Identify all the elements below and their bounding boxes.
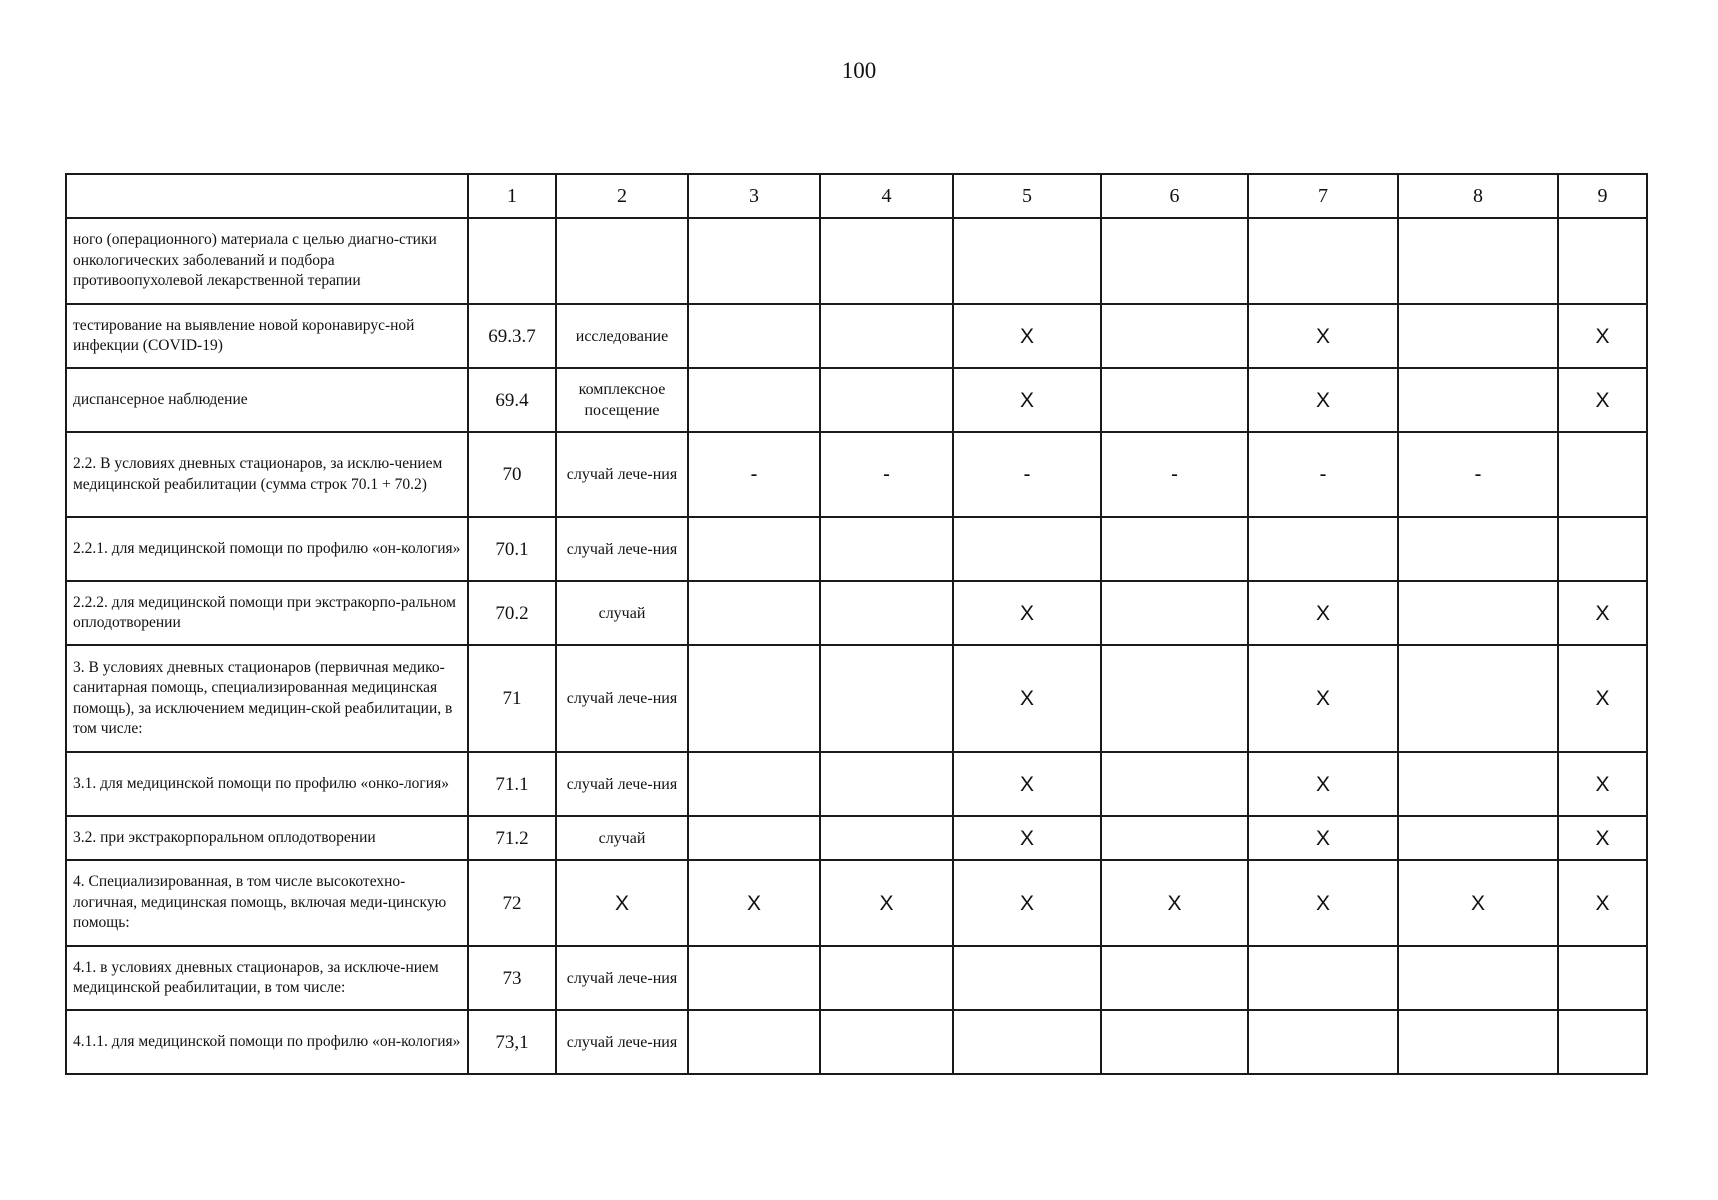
cell-col-5: X — [953, 581, 1101, 645]
row-name: 4.1. в условиях дневных стационаров, за исключе-нием медицинской реабилитации, в том числе: — [66, 946, 468, 1010]
cell-col-5 — [953, 946, 1101, 1010]
cell-col-6 — [1101, 304, 1248, 368]
table-row — [66, 946, 1647, 1010]
cell-col-5: X — [953, 752, 1101, 816]
cell-col-7: X — [1248, 645, 1398, 752]
cell-col-8 — [1398, 517, 1558, 581]
cell-col-9: X — [1558, 752, 1647, 816]
column-header-1: 1 — [468, 174, 556, 218]
cell-col-8 — [1398, 946, 1558, 1010]
column-header-4: 4 — [820, 174, 953, 218]
cell-col-3 — [688, 368, 820, 432]
cell-col-3 — [688, 581, 820, 645]
cell-col-9: X — [1558, 816, 1647, 860]
row-code: 73 — [468, 946, 556, 1010]
row-code: 69.3.7 — [468, 304, 556, 368]
cell-col-7: X — [1248, 368, 1398, 432]
cell-col-5 — [953, 517, 1101, 581]
row-name: 3.2. при экстракорпоральном оплодотворении — [66, 816, 468, 860]
cell-col-3 — [688, 218, 820, 304]
row-code: 71 — [468, 645, 556, 752]
row-name: 2.2.2. для медицинской помощи при экстракорпо-ральном оплодотворении — [66, 581, 468, 645]
column-header-9: 9 — [1558, 174, 1647, 218]
cell-col-9: X — [1558, 645, 1647, 752]
cell-col-3 — [688, 1010, 820, 1074]
cell-col-7: X — [1248, 860, 1398, 946]
data-table — [65, 173, 1648, 1075]
row-code: 71.1 — [468, 752, 556, 816]
page-number: 100 — [841, 58, 877, 83]
cell-col-8 — [1398, 1010, 1558, 1074]
cell-col-9 — [1558, 218, 1647, 304]
cell-col-4 — [820, 946, 953, 1010]
cell-col-6 — [1101, 645, 1248, 752]
cell-col-7: X — [1248, 752, 1398, 816]
cell-col-5: X — [953, 304, 1101, 368]
cell-col-4: - — [820, 432, 953, 517]
cell-col-7 — [1248, 517, 1398, 581]
column-header-5: 5 — [953, 174, 1101, 218]
cell-col-5 — [953, 218, 1101, 304]
cell-col-4 — [820, 368, 953, 432]
row-name: тестирование на выявление новой коронавирус-ной инфекции (COVID-19) — [66, 304, 468, 368]
cell-col-9: X — [1558, 860, 1647, 946]
row-unit: случай — [556, 816, 688, 860]
row-unit: случай — [556, 581, 688, 645]
cell-col-5: X — [953, 368, 1101, 432]
cell-col-7: - — [1248, 432, 1398, 517]
cell-col-8 — [1398, 645, 1558, 752]
table-row — [66, 752, 1647, 816]
cell-col-7: X — [1248, 581, 1398, 645]
cell-col-8 — [1398, 304, 1558, 368]
column-header-7: 7 — [1248, 174, 1398, 218]
row-name: 2.2.1. для медицинской помощи по профилю «он-кология» — [66, 517, 468, 581]
cell-col-8 — [1398, 218, 1558, 304]
cell-col-8 — [1398, 752, 1558, 816]
cell-col-9 — [1558, 432, 1647, 517]
cell-col-9: X — [1558, 304, 1647, 368]
column-header-8: 8 — [1398, 174, 1558, 218]
table-header-row — [66, 174, 1647, 218]
cell-col-7 — [1248, 218, 1398, 304]
cell-col-9: X — [1558, 581, 1647, 645]
table-row — [66, 1010, 1647, 1074]
cell-col-6 — [1101, 1010, 1248, 1074]
cell-col-7: X — [1248, 304, 1398, 368]
cell-col-3 — [688, 645, 820, 752]
row-name: 3.1. для медицинской помощи по профилю «онко-логия» — [66, 752, 468, 816]
cell-col-8 — [1398, 368, 1558, 432]
cell-col-5 — [953, 1010, 1101, 1074]
cell-col-6: - — [1101, 432, 1248, 517]
row-unit: комплексное посещение — [556, 368, 688, 432]
table-row — [66, 517, 1647, 581]
cell-col-7: X — [1248, 816, 1398, 860]
row-code: 70 — [468, 432, 556, 517]
cell-col-5: X — [953, 860, 1101, 946]
cell-col-3 — [688, 946, 820, 1010]
cell-col-6 — [1101, 581, 1248, 645]
cell-col-6: X — [1101, 860, 1248, 946]
row-name: 3. В условиях дневных стационаров (первичная медико-санитарная помощь, специализированная медицинская помощь), за исключением медицин-ской реабилитации, в том числе: — [66, 645, 468, 752]
row-name: 4.1.1. для медицинской помощи по профилю «он-кология» — [66, 1010, 468, 1074]
cell-col-3 — [688, 517, 820, 581]
table-row — [66, 860, 1647, 946]
cell-col-8 — [1398, 581, 1558, 645]
row-name: диспансерное наблюдение — [66, 368, 468, 432]
cell-col-4 — [820, 581, 953, 645]
cell-col-8: X — [1398, 860, 1558, 946]
cell-col-8 — [1398, 816, 1558, 860]
cell-col-3: - — [688, 432, 820, 517]
cell-col-6 — [1101, 218, 1248, 304]
cell-col-3 — [688, 304, 820, 368]
cell-col-6 — [1101, 946, 1248, 1010]
cell-col-3 — [688, 816, 820, 860]
column-header-6: 6 — [1101, 174, 1248, 218]
cell-col-3 — [688, 752, 820, 816]
row-code — [468, 218, 556, 304]
cell-col-5: X — [953, 816, 1101, 860]
row-unit: случай лече-ния — [556, 432, 688, 517]
row-unit — [556, 218, 688, 304]
cell-col-6 — [1101, 368, 1248, 432]
row-unit: случай лече-ния — [556, 946, 688, 1010]
cell-col-8: - — [1398, 432, 1558, 517]
table-row — [66, 581, 1647, 645]
cell-col-4 — [820, 752, 953, 816]
row-code: 71.2 — [468, 816, 556, 860]
cell-col-3: X — [688, 860, 820, 946]
cell-col-6 — [1101, 816, 1248, 860]
column-header-3: 3 — [688, 174, 820, 218]
cell-col-6 — [1101, 517, 1248, 581]
cell-col-4 — [820, 304, 953, 368]
column-header-name — [66, 174, 468, 218]
table-row — [66, 368, 1647, 432]
row-name: 2.2. В условиях дневных стационаров, за исклю-чением медицинской реабилитации (сумма строк 70.1 + 70.2) — [66, 432, 468, 517]
row-unit: X — [556, 860, 688, 946]
cell-col-5: - — [953, 432, 1101, 517]
row-code: 72 — [468, 860, 556, 946]
row-code: 70.2 — [468, 581, 556, 645]
cell-col-5: X — [953, 645, 1101, 752]
table-row — [66, 432, 1647, 517]
cell-col-6 — [1101, 752, 1248, 816]
cell-col-9 — [1558, 1010, 1647, 1074]
table-row — [66, 218, 1647, 304]
cell-col-9: X — [1558, 368, 1647, 432]
table-row — [66, 816, 1647, 860]
row-unit: случай лече-ния — [556, 517, 688, 581]
cell-col-7 — [1248, 946, 1398, 1010]
row-unit: исследование — [556, 304, 688, 368]
column-header-2: 2 — [556, 174, 688, 218]
table-row — [66, 645, 1647, 752]
cell-col-4 — [820, 517, 953, 581]
cell-col-7 — [1248, 1010, 1398, 1074]
row-name: 4. Специализированная, в том числе высокотехно-логичная, медицинская помощь, включая меди-цинскую помощь: — [66, 860, 468, 946]
row-unit: случай лече-ния — [556, 1010, 688, 1074]
cell-col-9 — [1558, 946, 1647, 1010]
row-unit: случай лече-ния — [556, 752, 688, 816]
row-code: 69.4 — [468, 368, 556, 432]
cell-col-4: X — [820, 860, 953, 946]
cell-col-4 — [820, 816, 953, 860]
row-code: 73,1 — [468, 1010, 556, 1074]
cell-col-4 — [820, 1010, 953, 1074]
table-row — [66, 304, 1647, 368]
cell-col-4 — [820, 645, 953, 752]
row-code: 70.1 — [468, 517, 556, 581]
cell-col-4 — [820, 218, 953, 304]
cell-col-9 — [1558, 517, 1647, 581]
row-name: ного (операционного) материала с целью диагно-стики онкологических заболеваний и подбора противоопухолевой лекарственной терапии — [66, 218, 468, 304]
row-unit: случай лече-ния — [556, 645, 688, 752]
